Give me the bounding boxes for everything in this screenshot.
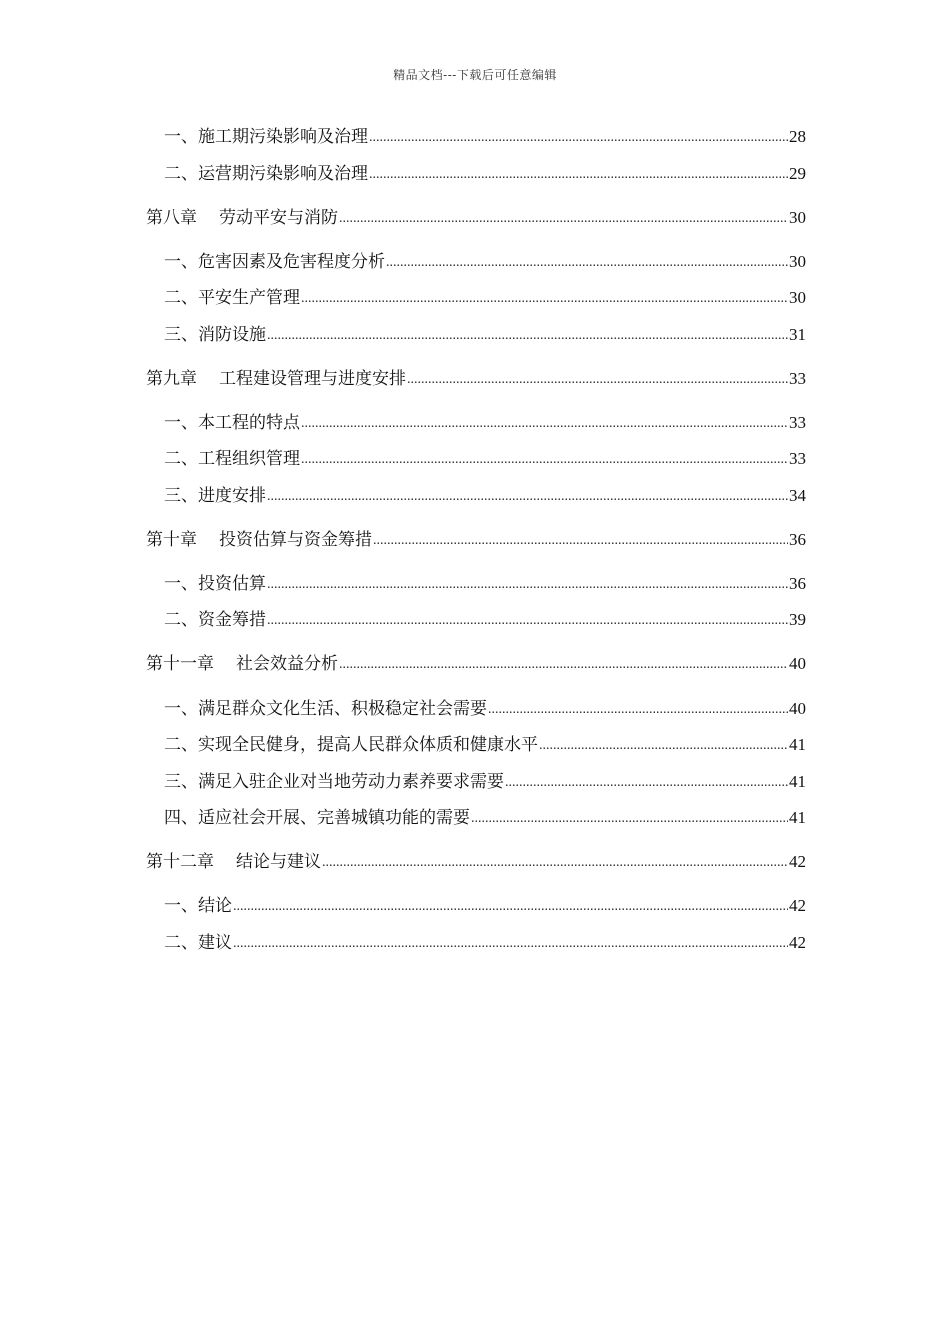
toc-dot-leader: [471, 804, 788, 832]
toc-entry-title: 二、建议: [164, 933, 232, 953]
toc-entry-title: 一、施工期污染影响及治理: [164, 127, 368, 147]
toc-page-number: 42: [789, 852, 806, 871]
toc-dot-leader: [233, 892, 788, 920]
toc-chapter-name: 社会效益分析: [236, 654, 338, 674]
toc-dot-leader: [369, 123, 788, 151]
toc-dot-leader: [267, 321, 788, 349]
toc-chapter-title: [146, 366, 406, 392]
toc-entry[interactable]: [164, 769, 806, 795]
toc-chapter-name: 劳动平安与消防: [219, 208, 338, 228]
toc-dot-leader: [539, 731, 788, 759]
toc-dot-leader: [301, 284, 788, 312]
toc-chapter-name: 工程建设管理与进度安排: [219, 369, 406, 389]
toc-page-number: 28: [789, 127, 806, 146]
toc-entry-title: 二、平安生产管理: [164, 288, 300, 308]
toc-dot-leader: [267, 482, 788, 510]
toc-chapter-label: 第八章: [146, 208, 197, 228]
toc-dot-leader: [505, 768, 788, 796]
toc-entry-title: 三、消防设施: [164, 325, 266, 345]
toc-entry[interactable]: [164, 696, 806, 722]
toc-entry-title: 二、资金筹措: [164, 610, 266, 630]
toc-entry[interactable]: [164, 161, 806, 187]
toc-entry-title: 一、投资估算: [164, 574, 266, 594]
toc-entry[interactable]: [164, 124, 806, 150]
toc-page-number: 30: [789, 208, 806, 227]
toc-entry-title: 一、危害因素及危害程度分析: [164, 252, 385, 272]
toc-dot-leader: [267, 570, 788, 598]
toc-chapter-label: 第九章: [146, 369, 197, 389]
toc-dot-leader: [339, 650, 788, 678]
toc-entry-title: 二、工程组织管理: [164, 449, 300, 469]
toc-entry-title: 三、进度安排: [164, 486, 266, 506]
toc-page-number: 34: [789, 486, 806, 505]
toc-chapter-title: [146, 651, 338, 677]
toc-entry[interactable]: [164, 446, 806, 472]
toc-page-number: 41: [789, 808, 806, 827]
toc-page-number: 42: [789, 933, 806, 952]
toc-dot-leader: [373, 526, 788, 554]
toc-page-number: 30: [789, 288, 806, 307]
toc-dot-leader: [488, 695, 788, 723]
toc-dot-leader: [369, 160, 788, 188]
toc-page-number: 40: [789, 654, 806, 673]
toc-chapter-name: 投资估算与资金筹措: [219, 530, 372, 550]
toc-page-number: 36: [789, 530, 806, 549]
toc-chapter-label: 第十章: [146, 530, 197, 550]
toc-entry[interactable]: [164, 249, 806, 275]
toc-page-number: 29: [789, 164, 806, 183]
toc-entry-title: 二、运营期污染影响及治理: [164, 164, 368, 184]
toc-entry[interactable]: [164, 607, 806, 633]
toc-entry[interactable]: [164, 893, 806, 919]
toc-dot-leader: [267, 606, 788, 634]
toc-dot-leader: [301, 445, 788, 473]
toc-entry[interactable]: [164, 322, 806, 348]
toc-entry[interactable]: [164, 483, 806, 509]
toc-page-number: 42: [789, 896, 806, 915]
toc-dot-leader: [301, 409, 788, 437]
toc-chapter-title: [146, 205, 338, 231]
toc-chapter-entry[interactable]: [146, 849, 806, 875]
toc-entry-title: 二、实现全民健身，提高人民群众体质和健康水平: [164, 735, 538, 755]
toc-chapter-entry[interactable]: [146, 366, 806, 392]
toc-entry-title: 一、本工程的特点: [164, 413, 300, 433]
toc-chapter-label: 第十二章: [146, 852, 214, 872]
toc-dot-leader: [339, 204, 788, 232]
toc-entry[interactable]: [164, 805, 806, 831]
toc-entry-title: 四、适应社会开展、完善城镇功能的需要: [164, 808, 470, 828]
toc-page-number: 31: [789, 325, 806, 344]
toc-entry-title: 一、满足群众文化生活、积极稳定社会需要: [164, 699, 487, 719]
toc-entry[interactable]: [164, 571, 806, 597]
toc-page-number: 36: [789, 574, 806, 593]
toc-chapter-label: 第十一章: [146, 654, 214, 674]
toc-chapter-title: [146, 849, 321, 875]
toc-page-number: 40: [789, 699, 806, 718]
toc-page-number: 39: [789, 610, 806, 629]
toc-entry-title: 三、满足入驻企业对当地劳动力素养要求需要: [164, 772, 504, 792]
toc-dot-leader: [407, 365, 788, 393]
page-header: 精品文档---下载后可任意编辑: [393, 68, 557, 82]
toc-chapter-entry[interactable]: [146, 205, 806, 231]
toc-page-number: 33: [789, 413, 806, 432]
toc-entry[interactable]: [164, 732, 806, 758]
toc-page-number: 41: [789, 772, 806, 791]
toc-dot-leader: [233, 929, 788, 957]
toc-page-number: 41: [789, 735, 806, 754]
toc-dot-leader: [386, 248, 788, 276]
toc-entry[interactable]: [164, 930, 806, 956]
toc-dot-leader: [322, 848, 788, 876]
toc-entry-title: 一、结论: [164, 896, 232, 916]
toc-entry[interactable]: [164, 410, 806, 436]
toc-page-number: 33: [789, 449, 806, 468]
toc-chapter-entry[interactable]: [146, 651, 806, 677]
toc-page-number: 33: [789, 369, 806, 388]
toc-chapter-title: [146, 527, 372, 553]
toc-chapter-entry[interactable]: [146, 527, 806, 553]
toc-entry[interactable]: [164, 285, 806, 311]
toc-chapter-name: 结论与建议: [236, 852, 321, 872]
toc-page-number: 30: [789, 252, 806, 271]
